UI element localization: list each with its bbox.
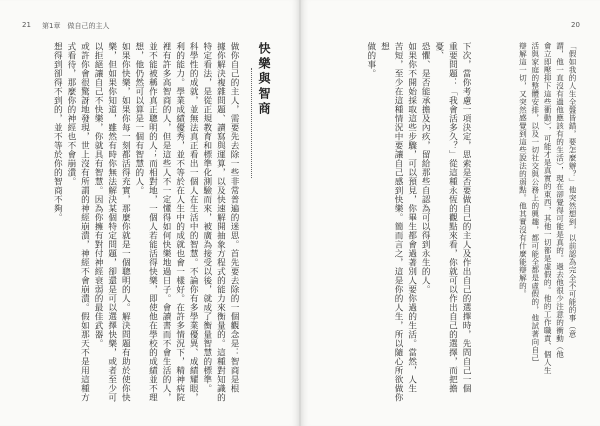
text-line: 恐懼、是否能承擔及內疚，留給那些自認為可以得到永生的人。 xyxy=(420,42,431,294)
text-line: 做的事。 xyxy=(365,42,376,78)
text-line: 特定看法，是從正規教育和標準化測驗而來，被廣為接受以後，就成了衡量智慧的標準。 xyxy=(201,42,212,393)
text-line: 活與家庭的整體安排，以及一切社交與公務上的興趣，都可能全都是虛假的，他試著向自己 xyxy=(530,42,540,362)
right-page-number: 20 xyxy=(571,21,580,29)
text-line: 下次，當你考慮一項決定，思索是否要做自己的主人及作出自己的選擇時，先問自己一個 xyxy=(461,42,471,393)
left-page-number: 21 xyxy=(22,21,31,29)
text-line: 並不能被稱作真正聰明的人；而相對地，一個人若能活得快樂，即使他在學校的成績並不理 xyxy=(147,42,158,402)
left-page xyxy=(0,0,299,426)
text-line: 辯解這一切，又突然感覺到這些說法的弱點。他其實沒有什麼能辯解的。 xyxy=(518,42,528,298)
right-body-text xyxy=(365,42,472,402)
text-line: 樂，但如果你知道，雖然有時你無法解決某個特定問題，卻還是可以選擇快樂，或者至少可 xyxy=(106,42,117,402)
text-line: 據你解決複雜問題、讀寫與運算，以及快速解開抽象方程式的能力來衡量的。這種對知識的 xyxy=(215,42,226,402)
right-page xyxy=(301,0,600,426)
text-line: 科學性的成就，並無法真正看出一個人在生活中的智慧。不論你有多學業優異、成績耀眼， xyxy=(188,42,199,402)
text-line: 如果你不開始採取這些步驟，可以預見，你畢生都會過著別人要你過的生活。當然，人生 xyxy=(406,42,417,393)
text-line: 會立即壓抑下這些衝動），可能才是真實的東西，其他一切都是虛假的。他的工作職責、個人生 xyxy=(543,42,553,375)
text-line: 或許你會很驚訝地發現，世上沒有所謂的神經崩潰，神經不會崩潰。假如那天不是用這種方 xyxy=(79,42,90,402)
text-line: 裡有許多高智商的人，但是這些人不一定懂得如何快樂地過日子。會讀書而不會生活的人， xyxy=(161,42,172,402)
text-line: 「假如我的人生全盤皆錯，要怎麼辦？」他突然想到，以前認為完全不可能的事（意 xyxy=(568,42,577,338)
text-line: 式看待，那麼你的神經也不會崩潰。 xyxy=(65,42,76,186)
text-line: 如果你快樂，如果你每一刻都活得充實，那麼你就是一個聰明的人。解決問題有助於使你快 xyxy=(120,42,131,402)
left-body-text xyxy=(40,42,240,402)
text-line: 以拒絕讓自己不快樂，你就具有智慧。因為你擁有對付神經衰弱的最佳武器。 xyxy=(93,42,104,348)
text-line: 苦短，至少在這種情況中要讓自己感到快樂。簡而言之，這是你的人生，所以隨心所欲做你想 xyxy=(379,42,404,402)
quote-text xyxy=(508,42,578,402)
text-line: 想得到卻得不到的，並不等於你的智商不夠。 xyxy=(52,42,63,222)
section-title-rule xyxy=(251,68,252,178)
chapter-running-head: 第1章 做自己的主人 xyxy=(42,22,110,30)
text-line: 利的能力。學業成績優秀，並不等於在人生中的成就也會一樣好。在許多情況下，精神病院 xyxy=(174,42,185,402)
section-title: 快樂與智商 xyxy=(257,42,271,117)
text-line: 做你自己的主人，需要先去除一些非常普遍的迷思。首先要去除的一個觀念是：智商是根 xyxy=(229,42,239,393)
text-line: 想，他仍然可以算是一個有智慧的人。 xyxy=(133,42,144,195)
text-line: 謂，他一直沒有過他應該有的生活），現在卻覺得可能是真的。過去他很少注意的衝動（他 xyxy=(555,42,565,359)
text-line: 重要問題：「我會活多久？」從這種永恆的觀點來看，你就可以作出自己的選擇，而把擔憂、 xyxy=(433,42,458,393)
